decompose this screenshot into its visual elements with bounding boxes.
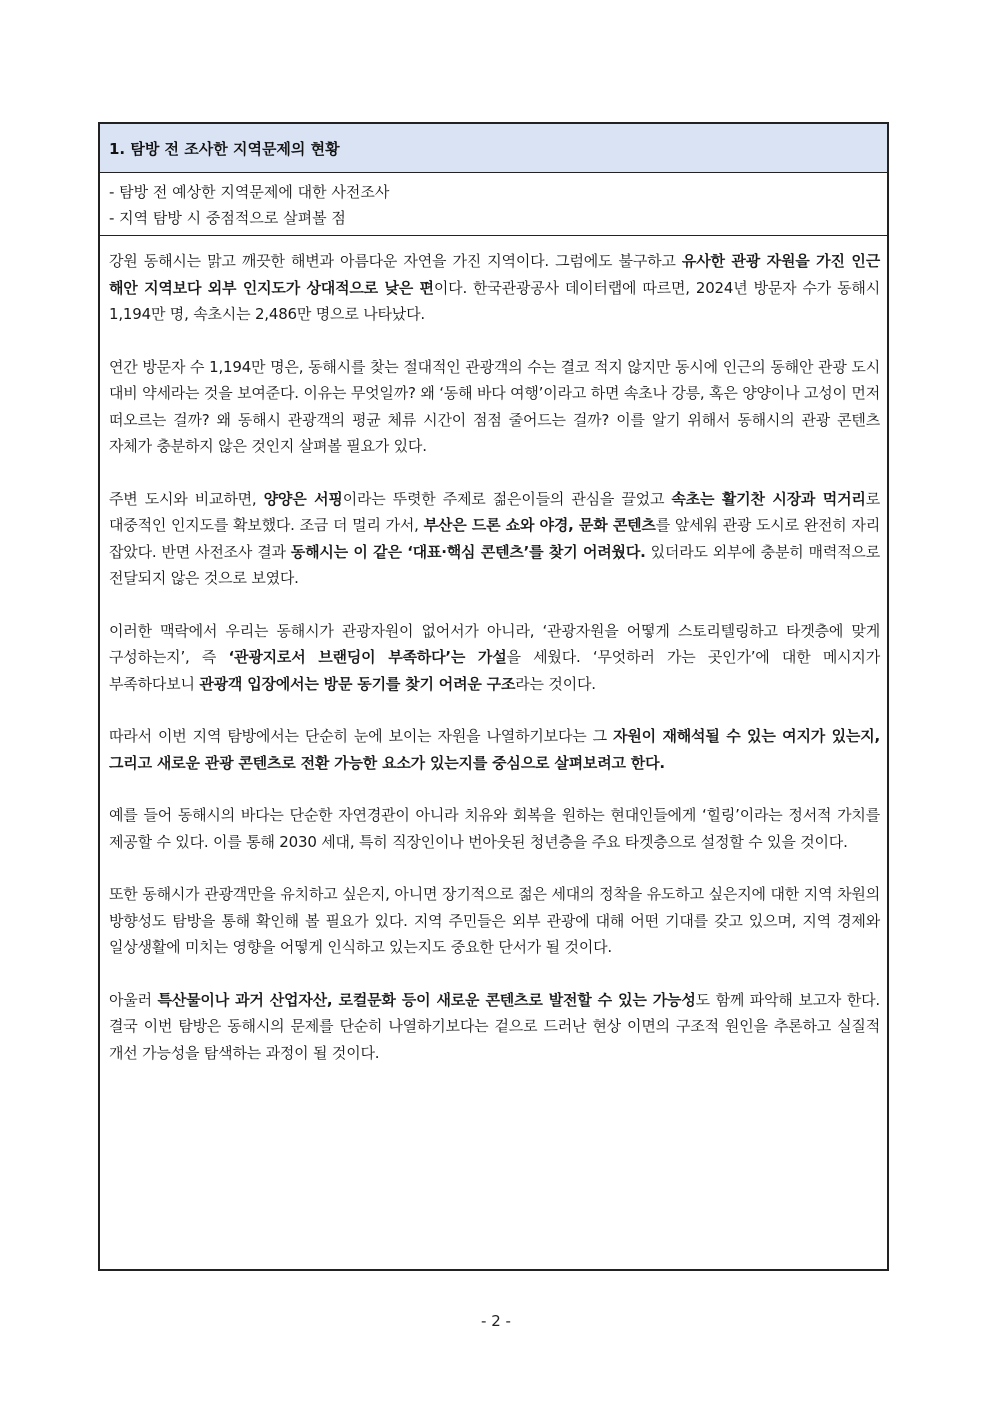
emphasized-text: 자원이 재해석될 수 있는 여지가 있는지, 그리고 새로운 관광 콘텐츠로 전환 가능한 요소가 있는지를 중심으로 살펴보려고 한다. bbox=[109, 727, 880, 772]
paragraph-text: 이라는 뚜렷한 주제로 젊은이들의 관심을 끌었고 bbox=[342, 489, 672, 508]
paragraph bbox=[109, 354, 880, 460]
paragraph bbox=[109, 486, 880, 592]
section-header bbox=[100, 124, 887, 173]
paragraph-text: 따라서 이번 지역 탐방에서는 단순히 눈에 보이는 자원을 나열하기보다는 그 bbox=[109, 727, 614, 745]
paragraph bbox=[109, 987, 880, 1067]
paragraph bbox=[109, 723, 880, 776]
paragraph-text: 예를 들어 동해시의 바다는 단순한 자연경관이 아니라 치유와 회복을 원하는 현대인들에게 ‘힐링’이라는 정서적 가치를 제공할 수 있다. 이를 통해 2030 세대, 특히 직장인이나 번아웃된 청년층을 주요 타겟층으로 설정할 수 있을 것이다. bbox=[109, 806, 880, 851]
paragraph bbox=[109, 802, 880, 855]
section-bullets bbox=[100, 173, 887, 236]
paragraph-text: 또한 동해시가 관광객만을 유치하고 싶은지, 아니면 장기적으로 젊은 세대의 정착을 유도하고 싶은지에 대한 지역 차원의 방향성도 탐방을 통해 확인해 볼 필요가 있다. 지역 주민들은 외부 관광에 대해 어떤 기대를 갖고 있으며, 지역 경제와 일상생활에 미치는 영향을 어떻게 인식하고 있는지도 중요한 단서가 될 것이다. bbox=[109, 885, 880, 956]
paragraph-text: 라는 것이다. bbox=[515, 674, 596, 693]
page-number: - 2 - bbox=[481, 1312, 511, 1330]
paragraph-text: 이다. 한국관광공사 데이터랩에 따르면, 2024년 방문자 수가 동해시 1,194만 명, 속초시는 2,486만 명으로 나타났다. bbox=[109, 278, 880, 323]
paragraph-text: 연간 방문자 수 1,194만 명은, 동해시를 찾는 절대적인 관광객의 수는 결코 적지 않지만 동시에 인근의 동해안 관광 도시 대비 약세라는 것을 보여준다. 이유는 무엇일까? 왜 ‘동해 바다 여행’이라고 하면 속초나 강릉, 혹은 양양이나 고성이 먼저 떠오르는 걸까? 왜 동해시 관광객의 평균 체류 시간이 점점 줄어드는 걸까? 이를 알기 위해서 동해시의 관광 콘텐츠 자체가 충분하지 않은 것인지 살펴볼 필요가 있다. bbox=[109, 357, 880, 455]
emphasized-text: 유사한 관광 자원을 가진 인근 해안 지역보다 외부 인지도가 상대적으로 낮은 편 bbox=[109, 252, 880, 297]
paragraph bbox=[109, 248, 880, 328]
paragraph-text: 있더라도 외부에 충분히 매력적으로 전달되지 않은 것으로 보였다. bbox=[109, 542, 880, 587]
paragraph-text: 이러한 맥락에서 우리는 동해시가 관광자원이 없어서가 아니라, ‘관광자원을 어떻게 스토리텔링하고 타겟층에 맞게 구성하는지’, 즉 bbox=[109, 621, 880, 666]
paragraph-text: 도 함께 파악해 보고자 한다. 결국 이번 탐방은 동해시의 문제를 단순히 나열하기보다는 겉으로 드러난 현상 이면의 구조적 원인을 추론하고 실질적 개선 가능성을 탐색하는 과정이 될 것이다. bbox=[109, 990, 880, 1062]
section-box bbox=[98, 122, 889, 1271]
paragraph bbox=[109, 618, 880, 698]
emphasized-text: 속초는 활기찬 시장과 먹거리 bbox=[671, 489, 866, 508]
paragraph-text: 를 앞세워 관광 도시로 완전히 자리 잡았다. 반면 사전조사 결과 bbox=[109, 516, 881, 561]
emphasized-text: 특산물이나 과거 산업자산, 로컬문화 등이 새로운 콘텐츠로 발전할 수 있는 가능성 bbox=[157, 990, 696, 1009]
emphasized-text: 부산은 드론 쇼와 야경, 문화 콘텐츠 bbox=[423, 516, 656, 534]
paragraph-text: 을 세웠다. ‘무엇하러 가는 곳인가’에 대한 메시지가 부족하다보니 bbox=[109, 648, 880, 693]
paragraph bbox=[109, 881, 880, 961]
paragraph-text: 강원 동해시는 맑고 깨끗한 해변과 아름다운 자연을 가진 지역이다. 그럼에도 불구하고 bbox=[109, 252, 682, 270]
section-body bbox=[100, 236, 887, 1066]
paragraph-text: 로 대중적인 인지도를 확보했다. 조금 더 멀리 가서, bbox=[109, 489, 880, 534]
paragraph-text: 아울러 bbox=[109, 990, 158, 1009]
emphasized-text: ‘관광지로서 브랜딩이 부족하다’는 가설 bbox=[228, 648, 507, 666]
bullet-item: - 탐방 전 예상한 지역문제에 대한 사전조사 bbox=[109, 183, 390, 201]
paragraph-text: 주변 도시와 비교하면, bbox=[109, 489, 264, 508]
emphasized-text: 동해시는 이 같은 ‘대표·핵심 콘텐츠’를 찾기 어려웠다. bbox=[290, 542, 646, 561]
emphasized-text: 관광객 입장에서는 방문 동기를 찾기 어려운 구조 bbox=[199, 674, 516, 693]
bullet-item: - 지역 탐방 시 중점적으로 살펴볼 점 bbox=[109, 209, 346, 227]
emphasized-text: 양양은 서핑 bbox=[263, 489, 343, 508]
section-title: 1. 탐방 전 조사한 지역문제의 현황 bbox=[109, 139, 340, 158]
